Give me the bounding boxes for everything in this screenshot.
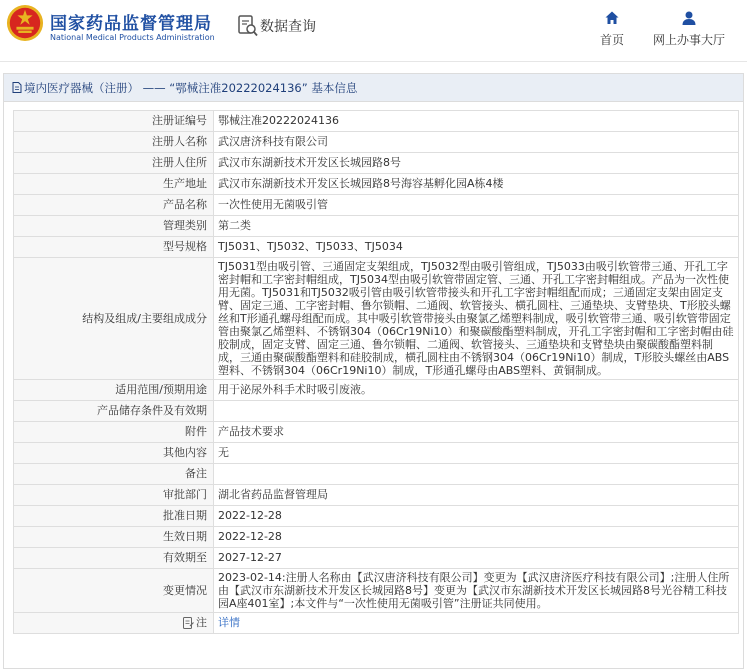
- row-label: 审批部门: [14, 485, 214, 506]
- table-row-registrant-address: [14, 153, 739, 174]
- row-value: 用于泌尿外科手术时吸引废液。: [214, 380, 739, 401]
- row-value: 鄂械注准20222024136: [214, 111, 739, 132]
- row-value: TJ5031、TJ5032、TJ5033、TJ5034: [214, 237, 739, 258]
- table-row-attachment: [14, 422, 739, 443]
- note-icon: [183, 617, 194, 629]
- row-value: 第二类: [214, 216, 739, 237]
- row-value: 2022-12-28: [214, 506, 739, 527]
- data-query-label: 数据查询: [260, 19, 316, 35]
- document-icon: [12, 82, 22, 93]
- nav-online-service-hall[interactable]: [653, 10, 725, 48]
- table-row-product-name: [14, 195, 739, 216]
- user-icon: [681, 10, 697, 26]
- table-row-change-history: [14, 569, 739, 613]
- row-label: 注册人住所: [14, 153, 214, 174]
- row-label: 注册人名称: [14, 132, 214, 153]
- row-value: TJ5031型由吸引管、三通固定支架组成，TJ5032型由吸引管组成，TJ5033由吸引软管带三通、开孔工字密封帽和工字密封帽组成，TJ5034型由吸引软管带固定管、三通、开孔工字密封帽组成。产品为一次性使用无菌。TJ5031和TJ5032吸引管由吸引软管带接头和开孔工字密封帽组配而成；三通固定支架由固定支臂、固定三通、工字密封帽、鲁尔锁帽、二通阀、软管接头、横孔圆柱、三通垫块、支臂垫块、T形胶头螺丝和T形通孔螺母组配而成。其中吸引软管带接头由聚氯乙烯塑料制成，吸引软管带三通、吸引软管带固定管由聚氯乙烯塑料、不锈钢304（06Cr19Ni10）和聚碳酸酯塑料制成，开孔工字密封帽和工字密封帽由硅胶制成，固定支臂、固定三通、鲁尔锁帽、二通阀、软管接头、三通垫块和支臂垫块由聚碳酸酯塑料制成，三通由聚碳酸酯塑料和硅胶制成，横孔圆柱由不锈钢304（06Cr19Ni10）制成，T形胶头螺丝由ABS塑料、不锈钢304（06Cr19Ni10）制成，T形通孔螺母由ABS塑料、黄铜制成。: [214, 258, 739, 380]
- table-row-production-address: [14, 174, 739, 195]
- panel-title: 境内医疗器械（注册） —— “鄂械注准20222024136” 基本信息: [24, 80, 358, 95]
- row-label: 生效日期: [14, 527, 214, 548]
- row-label: 产品储存条件及有效期: [14, 401, 214, 422]
- document-search-icon: [238, 15, 258, 37]
- table-row-expiry-date: [14, 548, 739, 569]
- registration-info-table: [13, 110, 739, 634]
- row-value: 武汉唐济科技有限公司: [214, 132, 739, 153]
- row-label: 附件: [14, 422, 214, 443]
- row-label: 备注: [14, 464, 214, 485]
- row-label: 型号规格: [14, 237, 214, 258]
- table-row-model-spec: [14, 237, 739, 258]
- nav-home[interactable]: [600, 10, 624, 48]
- table-row-note: [14, 613, 739, 634]
- row-label: 注册证编号: [14, 111, 214, 132]
- row-value: 产品技术要求: [214, 422, 739, 443]
- nav-home-label: 首页: [600, 33, 625, 47]
- row-value: [214, 613, 739, 634]
- row-value: [214, 401, 739, 422]
- table-row-management-class: [14, 216, 739, 237]
- table-row-other-content: [14, 443, 739, 464]
- row-value: [214, 464, 739, 485]
- row-value: 无: [214, 443, 739, 464]
- row-label: 适用范围/预期用途: [14, 380, 214, 401]
- table-row-structure-composition: [14, 258, 739, 380]
- row-value: 武汉市东湖新技术开发区长城园路8号: [214, 153, 739, 174]
- row-label: 管理类别: [14, 216, 214, 237]
- row-label: 产品名称: [14, 195, 214, 216]
- nav-online-service-hall-label: 网上办事大厅: [653, 33, 726, 47]
- row-label: 结构及组成/主要组成成分: [14, 258, 214, 380]
- table-row-approval-date: [14, 506, 739, 527]
- table-row-remarks: [14, 464, 739, 485]
- row-label: 其他内容: [14, 443, 214, 464]
- row-label: 有效期至: [14, 548, 214, 569]
- table-row-registration-number: [14, 111, 739, 132]
- panel-header: [4, 74, 743, 102]
- row-value: 2023-02-14:注册人名称由【武汉唐济科技有限公司】变更为【武汉唐济医疗科技有限公司】;注册人住所由【武汉市东湖新技术开发区长城园路8号】变更为【武汉市东湖新技术开发区长城园路8号光谷精工科技园A座401室】;本文件与“一次性使用无菌吸引管”注册证共同使用。: [214, 569, 739, 613]
- home-icon: [604, 10, 620, 26]
- row-label: 变更情况: [14, 569, 214, 613]
- detail-panel: [3, 73, 744, 669]
- row-value: 湖北省药品监督管理局: [214, 485, 739, 506]
- row-value: 武汉市东湖新技术开发区长城园路8号海容基孵化园A栋4楼: [214, 174, 739, 195]
- row-value: 2022-12-28: [214, 527, 739, 548]
- brand-subtitle: National Medical Products Administration: [50, 33, 215, 42]
- note-label-cell: [14, 613, 214, 634]
- row-value: 一次性使用无菌吸引管: [214, 195, 739, 216]
- nmpa-logo[interactable]: [6, 4, 44, 42]
- table-row-registrant-name: [14, 132, 739, 153]
- data-query-link[interactable]: [238, 13, 316, 39]
- site-header: [0, 0, 747, 62]
- row-label: 注: [196, 616, 207, 629]
- row-label: 批准日期: [14, 506, 214, 527]
- brand-title: 国家药品监督管理局: [50, 14, 212, 34]
- details-link[interactable]: 详情: [218, 616, 240, 629]
- table-row-approval-department: [14, 485, 739, 506]
- row-value: 2027-12-27: [214, 548, 739, 569]
- table-row-effective-date: [14, 527, 739, 548]
- table-row-intended-use: [14, 380, 739, 401]
- row-label: 生产地址: [14, 174, 214, 195]
- table-row-storage-conditions: [14, 401, 739, 422]
